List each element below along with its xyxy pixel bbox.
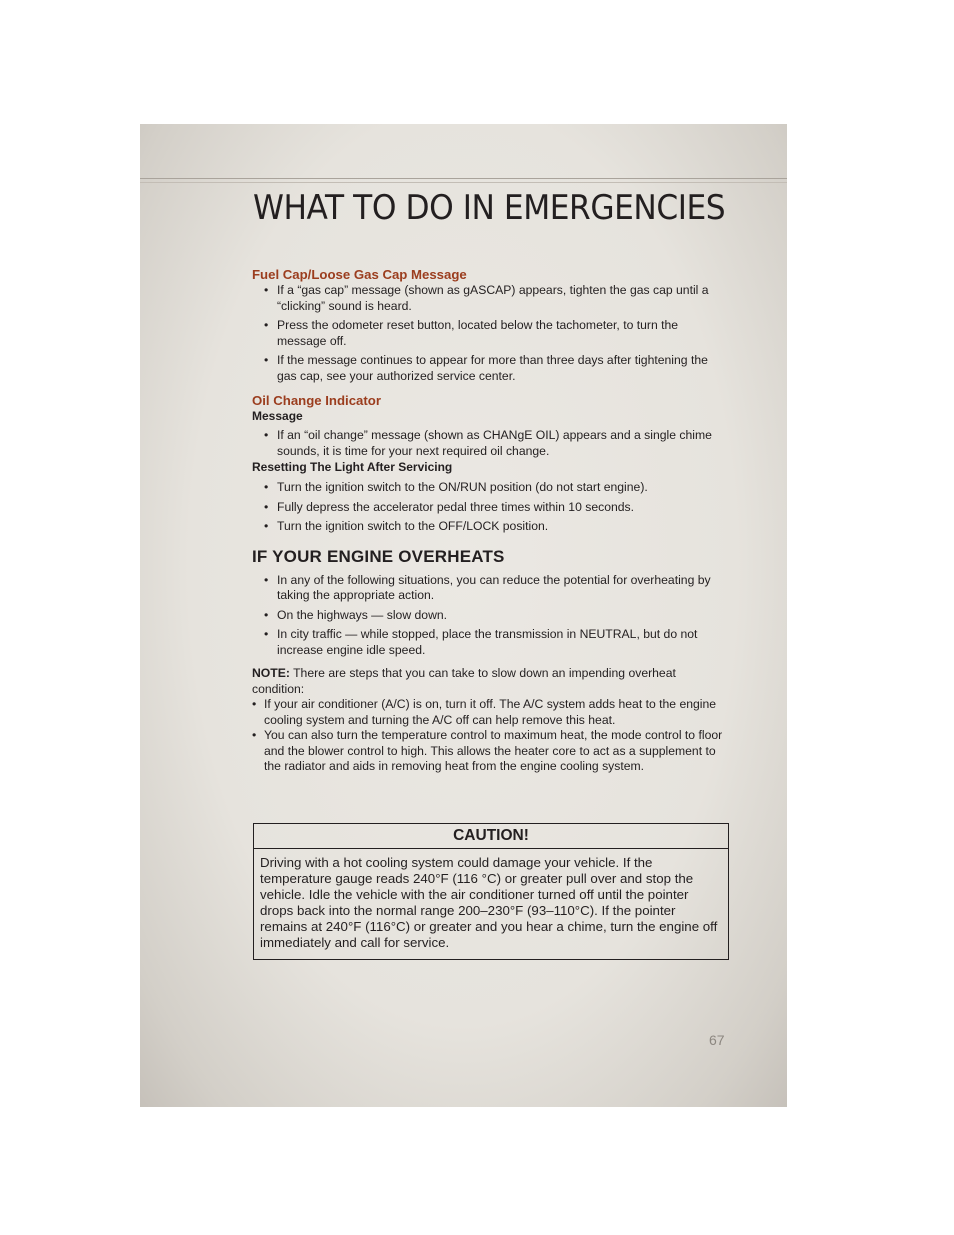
list-item: • In any of the following situations, you can reduce the potential for overheating by taking the appropriate action. — [252, 573, 730, 604]
list-item: • Press the odometer reset button, located below the tachometer, to turn the message off. — [252, 318, 730, 349]
oil-change-heading: Oil Change Indicator — [252, 393, 381, 408]
caution-heading: CAUTION! — [254, 824, 728, 849]
list-item: • Turn the ignition switch to the ON/RUN position (do not start engine). — [252, 480, 730, 496]
list-item: • If your air conditioner (A/C) is on, turn it off. The A/C system adds heat to the engine cooling system and turning the A/C off can help remove this heat. — [252, 697, 730, 728]
list-item: • Turn the ignition switch to the OFF/LOCK position. — [252, 519, 730, 535]
page-title: WHAT TO DO IN EMERGENCIES — [253, 188, 726, 228]
list-item: • If the message continues to appear for more than three days after tightening the gas cap, see your authorized service center. — [252, 353, 730, 384]
note-text: There are steps that you can take to slow down an impending overheat condition: — [252, 666, 676, 696]
overheat-heading: IF YOUR ENGINE OVERHEATS — [252, 546, 505, 566]
list-item: • In city traffic — while stopped, place the transmission in NEUTRAL, but do not increase engine idle speed. — [252, 627, 730, 658]
oil-message-list — [252, 428, 730, 459]
list-item: • You can also turn the temperature control to maximum heat, the mode control to floor and the blower control to high. This allows the heater core to act as a supplement to the radiator and aids in removing heat from the engine cooling system. — [252, 728, 730, 775]
list-item: • Fully depress the accelerator pedal three times within 10 seconds. — [252, 500, 730, 516]
header-rule — [140, 178, 787, 179]
note-label: NOTE: — [252, 666, 290, 680]
caution-body: Driving with a hot cooling system could damage your vehicle. If the temperature gauge reads 240°F (116 °C) or greater pull over and stop the vehicle. Idle the vehicle with the air conditioner turned off until the pointer drops back into the normal range 200–230°F (93–110°C). If the pointer remains at 240°F (116°C) or greater and you hear a chime, turn the engine off immediately and call for service. — [260, 855, 718, 950]
note-paragraph — [252, 666, 730, 697]
reset-list — [252, 480, 730, 535]
list-item: • If a “gas cap” message (shown as gASCAP) appears, tighten the gas cap until a “clicking” sound is heard. — [252, 283, 730, 314]
header-rule-secondary — [140, 182, 787, 183]
page-number: 67 — [709, 1032, 725, 1048]
list-item: • If an “oil change” message (shown as CHANgE OIL) appears and a single chime sounds, it is time for your next required oil change. — [252, 428, 730, 459]
message-label: Message — [252, 409, 303, 423]
caution-box — [253, 823, 729, 960]
manual-page — [140, 124, 787, 1107]
reset-label: Resetting The Light After Servicing — [252, 460, 453, 474]
overheat-list — [252, 573, 730, 659]
list-item: • On the highways — slow down. — [252, 608, 730, 624]
note-list — [252, 697, 730, 775]
fuel-cap-heading: Fuel Cap/Loose Gas Cap Message — [252, 267, 467, 282]
fuel-cap-list — [252, 283, 730, 384]
content-column — [252, 267, 730, 775]
